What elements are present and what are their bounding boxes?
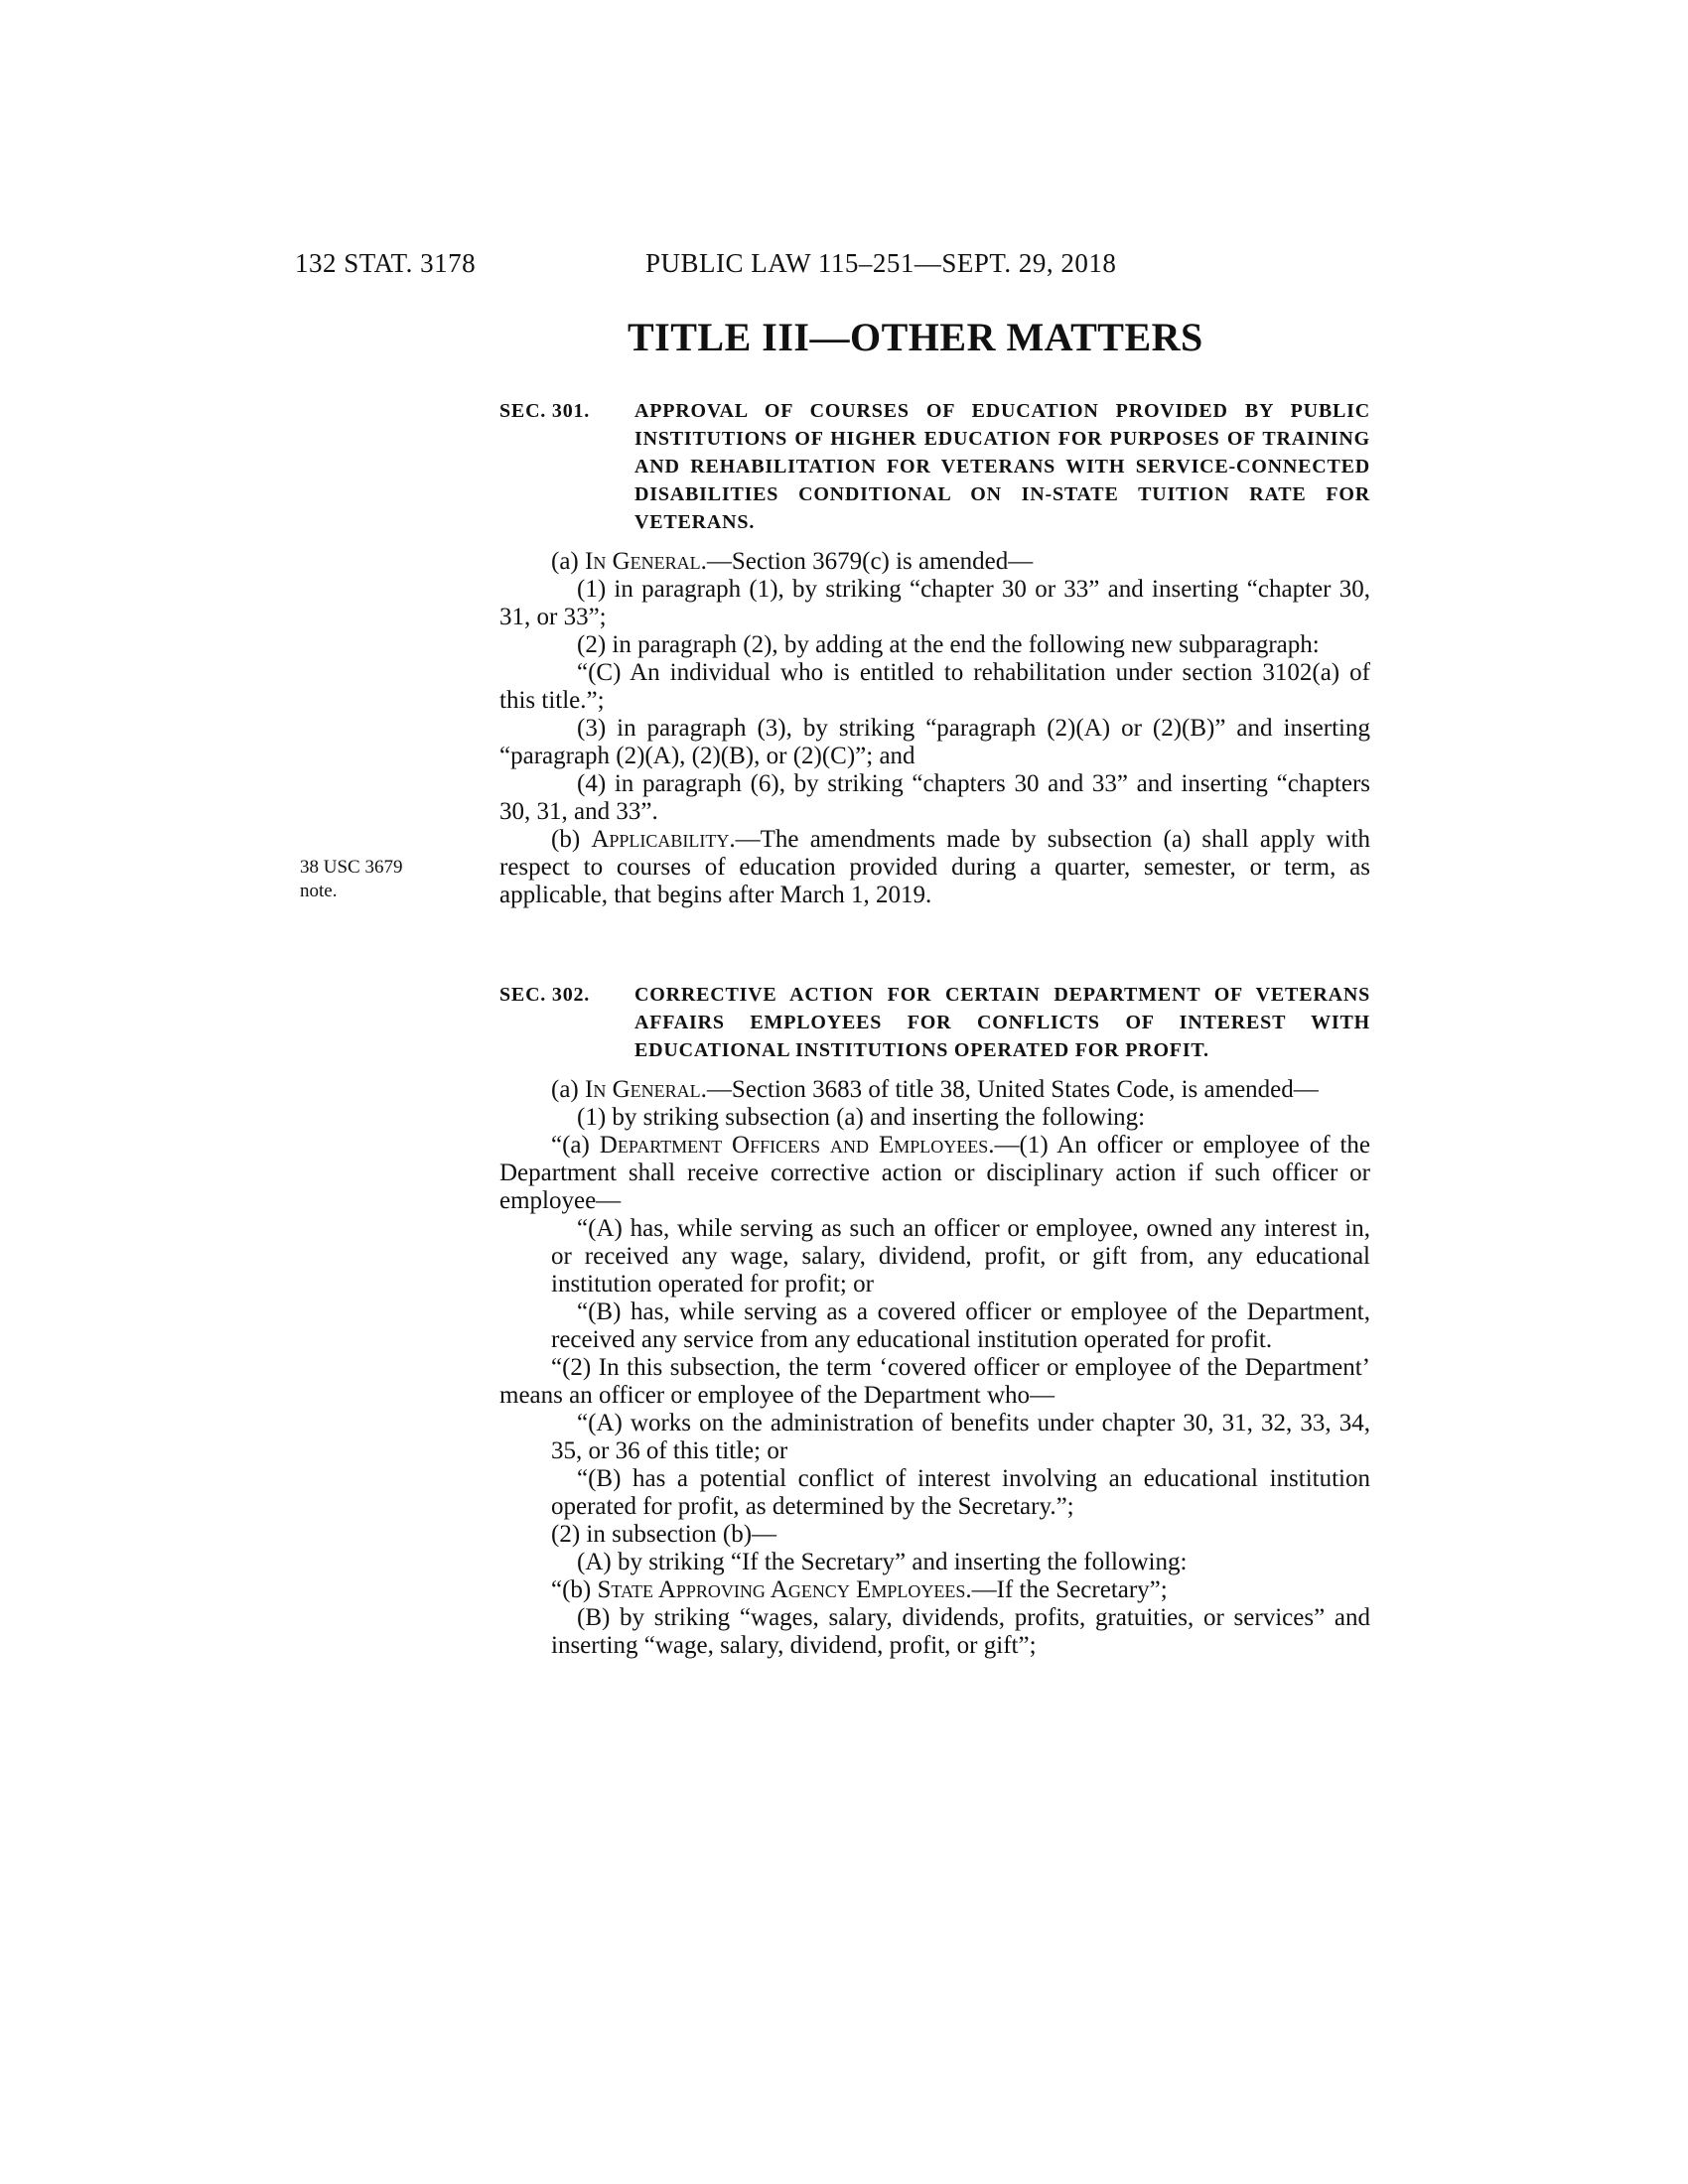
quoted-paragraph-2-b: “(B) has a potential conflict of interest involving an educational institution operated for profit, as determined by the Secretary.”; <box>551 1465 1370 1520</box>
margin-note <box>300 856 402 903</box>
section-302-subsection-a: (a) In General.—Section 3683 of title 38, United States Code, is amended— <box>551 1076 1319 1103</box>
section-302-heading <box>499 981 1370 1064</box>
section-302-paragraph-1: (1) by striking subsection (a) and inserting the following: <box>577 1104 1146 1131</box>
margin-note-citation: 38 USC 3679 <box>300 857 403 878</box>
public-law-reference: PUBLIC LAW 115–251—SEPT. 29, 2018 <box>645 248 1117 278</box>
section-301-subparagraph-c: “(C) An individual who is entitled to rehabilitation under section 3102(a) of this title.”; <box>499 659 1370 714</box>
section-301-heading <box>499 397 1370 536</box>
section-302-paragraph-2-a: (A) by striking “If the Secretary” and inserting the following: <box>577 1549 1188 1575</box>
section-302-title: CORRECTIVE ACTION FOR CERTAIN DEPARTMENT OF VETERANS AFFAIRS EMPLOYEES FOR CONFLICTS OF INTEREST WITH EDUCATIONAL INSTITUTIONS OPERATED FOR PROFIT. <box>634 984 1370 1061</box>
quoted-paragraph-2: “(2) In this subsection, the term ‘covered officer or employee of the Department’ means an officer or employee of the Department who— <box>499 1354 1370 1409</box>
section-301 <box>499 397 1370 909</box>
section-301-paragraph-3: (3) in paragraph (3), by striking “paragraph (2)(A) or (2)(B)” and inserting “paragraph (2)(A), (2)(B), or (2)(C)”; and <box>499 715 1370 769</box>
section-301-paragraph-4: (4) in paragraph (6), by striking “chapters 30 and 33” and inserting “chapters 30, 31, and 33”. <box>499 770 1370 825</box>
section-302-paragraph-2-b-block <box>499 1604 1370 1660</box>
section-301-subsection-b: (b) Applicability.—The amendments made by subsection (a) shall apply with respect to courses of education provided during a quarter, semester, or term, as applicable, that begins after March 1, 2019. <box>499 826 1370 908</box>
quoted-paragraph-2-a: “(A) works on the administration of benefits under chapter 30, 31, 32, 33, 34, 35, or 36 of this title; or <box>551 1410 1370 1464</box>
quoted-paragraph-2-block <box>499 1410 1370 1521</box>
section-301-paragraph-2: (2) in paragraph (2), by adding at the end the following new subparagraph: <box>577 631 1320 658</box>
section-302-paragraph-2-block <box>499 1549 1370 1576</box>
title-heading: TITLE III—OTHER MATTERS <box>628 315 1203 359</box>
stat-reference: 132 STAT. 3178 <box>295 248 477 278</box>
section-302-number: SEC. 302. <box>499 984 591 1006</box>
section-301-title: APPROVAL OF COURSES OF EDUCATION PROVIDED BY PUBLIC INSTITUTIONS OF HIGHER EDUCATION FOR PURPOSES OF TRAINING AND REHABILITATION FOR VETERANS WITH SERVICE-CONNECTED DISABILITIES CONDITIONAL ON IN-STATE TUITION RATE FOR VETERANS. <box>634 400 1370 533</box>
quoted-subsection-a: “(a) Department Officers and Employees.—(1) An officer or employee of the Department shall receive corrective action or disciplinary action if such officer or employee— <box>499 1132 1370 1214</box>
section-301-subsection-a: (a) In General.—Section 3679(c) is amended— <box>551 548 1034 575</box>
section-302-paragraph-2: (2) in subsection (b)— <box>551 1521 777 1548</box>
section-302 <box>499 981 1370 1660</box>
quoted-subparagraph-a-block <box>499 1215 1370 1354</box>
margin-note-label: note. <box>300 881 338 901</box>
section-302-paragraph-2-b: (B) by striking “wages, salary, dividends, profits, gratuities, or services” and inserting “wage, salary, dividend, profit, or gift”; <box>551 1604 1370 1659</box>
quoted-subparagraph-b: “(B) has, while serving as a covered officer or employee of the Department, received any service from any educational institution operated for profit. <box>551 1298 1370 1353</box>
section-301-paragraph-1: (1) in paragraph (1), by striking “chapter 30 or 33” and inserting “chapter 30, 31, or 33”; <box>499 576 1370 630</box>
section-301-number: SEC. 301. <box>499 400 591 422</box>
quoted-subsection-b: “(b) State Approving Agency Employees.—If the Secretary”; <box>551 1576 1168 1603</box>
quoted-subparagraph-a: “(A) has, while serving as such an officer or employee, owned any interest in, or received any wage, salary, dividend, profit, or gift from, any educational institution operated for profit; or <box>551 1215 1370 1297</box>
